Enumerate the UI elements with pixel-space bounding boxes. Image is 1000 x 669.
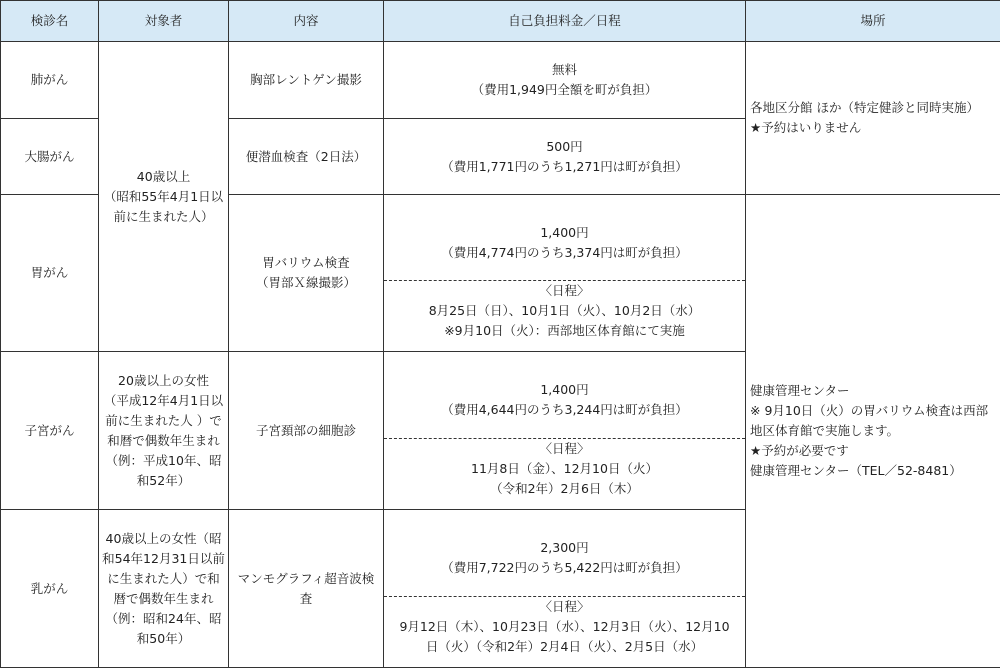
target-40-line-1: 40歳以上 [136,168,191,184]
schedule-uterus-dates-2: （令和2年）2月6日（木） [490,480,639,496]
target-40-line-2: （昭和55年4月1日以 [103,188,224,204]
target-uterus-line-2: （平成12年4月1日以 [103,392,224,408]
content-colon: 便潜血検査（2日法） [229,119,384,195]
place-branch-line-2: ★予約はいりません [750,120,862,135]
schedule-breast-title: 〈日程〉 [539,598,590,614]
place-center-line-1: 健康管理センター [750,383,850,398]
fee-breast-amount: 2,300円 [540,540,589,555]
fee-lung-amount: 無料 [551,62,577,77]
target-breast [99,510,229,668]
exam-name-colon: 大腸がん [1,119,99,195]
content-stomach-line-2: （胃部Ｘ線撮影） [255,275,356,290]
row-lung [1,42,1000,119]
fee-breast-note: （費用7,722円のうち5,422円は町が負担） [441,560,688,575]
content-breast-line-1: マンモグラフィ超音波検 [237,570,375,586]
fee-stomach-price [384,205,745,280]
exam-name-lung: 肺がん [1,42,99,119]
target-uterus [99,352,229,510]
schedule-uterus-title: 〈日程〉 [539,440,590,456]
place-center-line-3: 地区体育館で実施します。 [750,423,900,438]
target-uterus-line-5: （例：平成10年、昭 [105,452,222,468]
fee-breast-price [384,521,745,596]
fee-stomach-amount: 1,400円 [540,224,589,240]
fee-stomach-note: （費用4,774円のうち3,374円は町が負担） [441,244,688,260]
target-breast-line-6: 和50年） [136,630,191,646]
schedule-breast [384,596,745,657]
schedule-breast-dates: 9月12日（木）、10月23日（水）、12月3日（火）、12月10 [399,618,730,634]
target-uterus-line-4: 和暦で偶数年生まれ [107,432,220,448]
target-breast-line-3: に生まれた人）で和 [107,570,220,586]
fee-uterus [384,352,746,510]
fee-uterus-note: （費用4,644円のうち3,244円は町が負担） [441,402,688,417]
target-breast-line-2: 和54年12月31日以前 [102,550,225,566]
exam-name-breast: 乳がん [1,510,99,668]
content-breast-line-2: 査 [299,590,313,606]
fee-lung [384,42,746,119]
content-stomach-line-1: 胃バリウム検査 [262,255,350,270]
place-center-phone: 健康管理センター（TEL／52-8481） [750,463,962,478]
fee-colon [384,119,746,195]
schedule-uterus [384,438,745,499]
schedule-breast-dates-2: 日（火）（令和2年）2月4日（火）、2月5日（水） [425,638,704,654]
header-exam-name: 検診名 [1,1,99,42]
fee-colon-amount: 500円 [546,138,583,154]
target-breast-line-1: 40歳以上の女性（昭 [105,530,222,546]
fee-stomach [384,195,746,352]
fee-breast [384,510,746,668]
place-health-center [746,195,1000,668]
schedule-stomach-title: 〈日程〉 [539,283,590,298]
target-breast-line-5: （例：昭和24年、昭 [105,610,222,626]
content-uterus: 子宮頚部の細胞診 [229,352,384,510]
target-uterus-line-1: 20歳以上の女性 [118,372,209,388]
schedule-stomach-note: ※9月10日（火）：西部地区体育館にて実施 [444,323,685,338]
target-breast-line-4: 暦で偶数年生まれ [113,590,214,606]
target-40-line-3: 前に生まれた人） [113,208,214,224]
exam-name-stomach: 胃がん [1,195,99,352]
fee-lung-note: （費用1,949円全額を町が負担） [471,82,658,97]
fee-colon-note: （費用1,771円のうち1,271円は町が負担） [441,158,688,174]
fee-uterus-amount: 1,400円 [540,382,589,397]
exam-name-uterus: 子宮がん [1,352,99,510]
header-row [1,1,1000,42]
content-breast [229,510,384,668]
place-branch [746,42,1000,195]
schedule-uterus-dates: 11月8日（金）、12月10日（火） [471,460,658,476]
header-target: 対象者 [99,1,229,42]
target-uterus-line-6: 和52年） [136,472,191,488]
place-branch-line-1: 各地区分館 ほか（特定健診と同時実施） [750,100,979,115]
fee-uterus-price [384,363,745,438]
header-place: 場所 [746,1,1000,42]
target-uterus-line-3: 前に生まれた人 ）で [105,412,222,428]
place-center-line-2: ※ 9月10日（火）の胃バリウム検査は西部 [750,403,989,418]
schedule-stomach-dates: 8月25日（日）、10月1日（火）、10月2日（水） [428,303,701,318]
place-center-line-4: ★予約が必要です [750,443,849,458]
content-stomach [229,195,384,352]
target-40-plus [99,42,229,352]
schedule-stomach [384,280,745,341]
content-lung: 胸部レントゲン撮影 [229,42,384,119]
header-fee-schedule: 自己負担料金／日程 [384,1,746,42]
header-content: 内容 [229,1,384,42]
